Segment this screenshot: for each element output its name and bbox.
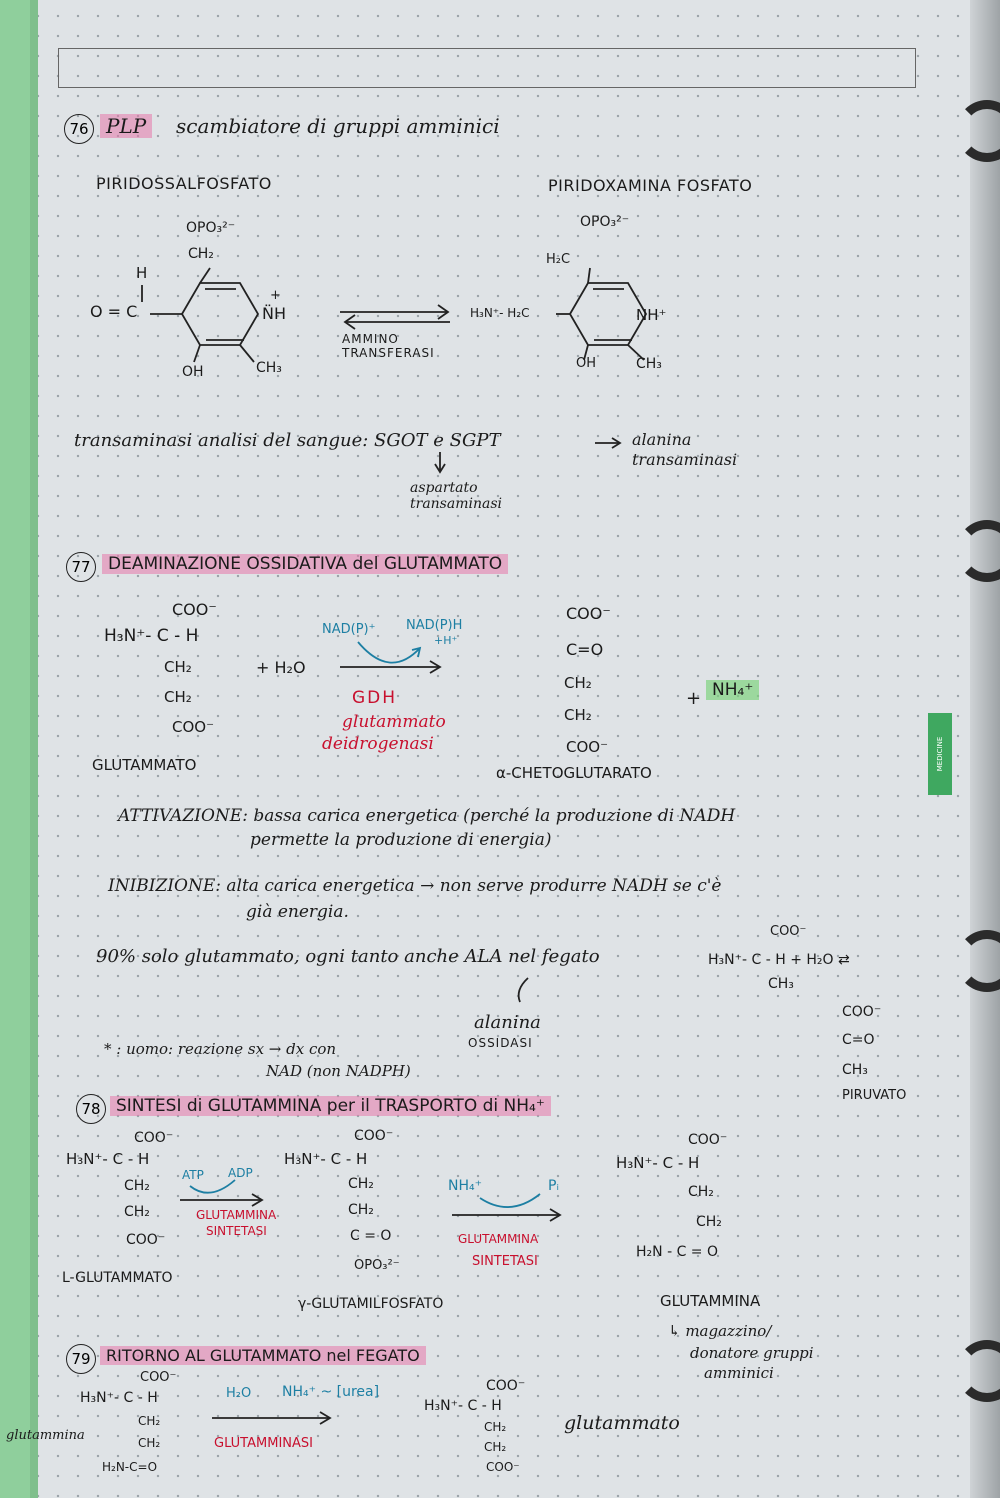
activation-note: ATTIVAZIONE: bassa carica energetica (perché la produzione di NADH — [118, 806, 736, 826]
formula-label: H₃N⁺- C - H — [104, 626, 199, 646]
enzyme-label: AMMINO — [342, 332, 399, 346]
compound-name: GLUTAMMINA — [660, 1292, 761, 1310]
formula-label: CH₂ — [484, 1420, 507, 1434]
section-number: 76 — [64, 114, 94, 144]
formula-label: COO⁻ — [486, 1378, 526, 1394]
formula-label: COO⁻ — [140, 1370, 177, 1385]
pyridine-ring-right — [570, 283, 646, 345]
formula-label: H₃N⁺- C - H — [284, 1150, 368, 1168]
formula-label: O = C — [90, 302, 138, 321]
formula-label: NH⁺ — [636, 306, 667, 324]
formula-label: CH₂ — [348, 1202, 374, 1218]
section-number: 79 — [66, 1344, 96, 1374]
section-title: PLP — [100, 114, 152, 138]
inhibition-note: INIBIZIONE: alta carica energetica → non serve produrre NADH se c'è — [108, 876, 722, 896]
formula-label: CH₃ — [768, 976, 794, 992]
enzyme-label: alanina — [474, 1012, 541, 1033]
pyridine-ring-left — [182, 283, 258, 345]
cofactor-label: H₂O — [226, 1386, 252, 1401]
formula-label: CH₂ — [696, 1214, 722, 1230]
human-note: * : uomo: reazione sx → dx con — [104, 1040, 337, 1058]
section-subtitle: scambiatore di gruppi amminici — [176, 114, 500, 138]
glutamate-note: 90% solo glutammato, ogni tanto anche ALA nel fegato — [96, 946, 600, 967]
formula-label: COO⁻ — [688, 1132, 728, 1148]
formula-label: COO⁻ — [770, 924, 807, 939]
enzyme-label: TRANSFERASI — [342, 346, 435, 360]
formula-label: H — [136, 264, 148, 282]
annotation: alanina — [632, 430, 692, 449]
formula-label: CH₂ — [138, 1414, 161, 1428]
formula-label: CH₃ — [842, 1062, 868, 1078]
curved-arrow — [519, 978, 528, 1002]
cofactor-label: +H⁺ — [434, 634, 458, 647]
formula-label: CH₂ — [138, 1436, 161, 1450]
formula-label: CH₂ — [348, 1176, 374, 1192]
enzyme-label: GLUTAMMINA — [458, 1232, 539, 1246]
bond — [240, 345, 254, 362]
cofactor-label: Pᵢ — [548, 1178, 559, 1194]
formula-label: C = O — [350, 1228, 392, 1244]
cofactor-label: NH₄⁺ ~ [urea] — [282, 1384, 380, 1400]
ammonium-highlight: NH₄⁺ — [706, 680, 759, 700]
compound-name: GLUTAMMATO — [92, 756, 197, 774]
annotation: amminici — [704, 1364, 774, 1382]
formula-label: COO⁻ — [172, 718, 215, 736]
formula-label: OPO₃²⁻ — [186, 220, 236, 236]
formula-label: OPO₃²⁻ — [580, 214, 630, 230]
enzyme-label: glutammato — [342, 712, 446, 732]
formula-label: OH — [576, 356, 597, 371]
enzyme-label: SINTETASI — [206, 1224, 267, 1238]
enzyme-label: deidrogenasi — [322, 734, 434, 754]
formula-label: COO⁻ — [842, 1004, 882, 1020]
formula-label: H₃N⁺- C - H — [616, 1154, 700, 1172]
formula-label: C=O — [842, 1032, 875, 1048]
formula-label: OPO₃²⁻ — [354, 1258, 400, 1273]
formula-label: H₂N - C = O — [636, 1244, 718, 1260]
annotation: donatore gruppi — [690, 1344, 814, 1362]
compound-name: PIRIDOSSALFOSFATO — [96, 174, 272, 193]
compound-name: glutammato — [564, 1412, 680, 1434]
formula-label: C=O — [566, 640, 604, 659]
annotation: aspartato — [410, 480, 478, 496]
enzyme-label: GLUTAMMINA — [196, 1208, 277, 1222]
formula-label: COO⁻ — [486, 1460, 520, 1474]
formula-label: H₃N⁺- H₂C — [470, 306, 530, 320]
bond — [194, 345, 200, 362]
formula-label: H₂C — [546, 252, 571, 267]
formula-label: CH₂ — [164, 658, 192, 676]
formula-label: CH₂ — [688, 1184, 714, 1200]
formula-label: CH₂ — [484, 1440, 507, 1454]
formula-label: + H₂O — [256, 658, 306, 677]
formula-label: CH₂ — [124, 1204, 150, 1220]
enzyme-label: GLUTAMMINASI — [214, 1436, 313, 1451]
formula-label: COO⁻ — [566, 738, 609, 756]
bond — [588, 268, 590, 283]
formula-label: COO⁻ — [566, 604, 611, 623]
transaminasi-note: transaminasi analisi del sangue: SGOT e SGPT — [74, 430, 501, 451]
section-title: SINTESI di GLUTAMMINA per il TRASPORTO di NH₄⁺ — [110, 1096, 551, 1116]
formula-label: H₃N⁺- C - H — [66, 1150, 150, 1168]
section-number: 78 — [76, 1094, 106, 1124]
enzyme-label: SINTETASI — [472, 1254, 538, 1269]
formula-label: COO⁻ — [134, 1130, 174, 1146]
formula-label: CH₂ — [564, 706, 592, 724]
annotation: transaminasi — [632, 450, 738, 469]
compound-name: α-CHETOGLUTARATO — [496, 764, 652, 782]
activation-note: permette la produzione di energia) — [250, 830, 552, 850]
formula-label: CH₂ — [124, 1178, 150, 1194]
formula-label: COO⁻ — [354, 1128, 394, 1144]
cofactor-arrow — [358, 642, 420, 663]
formula-label: + — [686, 688, 702, 709]
formula-label: + — [270, 288, 281, 303]
inhibition-note: già energia. — [246, 902, 349, 922]
compound-name: PIRUVATO — [842, 1088, 907, 1103]
enzyme-label: GDH — [352, 688, 398, 708]
formula-label: H₃N⁺- C - H — [424, 1398, 502, 1414]
formula-label: COO⁻ — [126, 1232, 166, 1248]
formula-label: H₃N⁺- C - H + H₂O ⇄ — [708, 952, 850, 968]
compound-name: glutammina — [6, 1428, 85, 1443]
cofactor-arrow — [480, 1194, 540, 1207]
index-tab-label: MEDICINE — [936, 736, 944, 772]
annotation: ↳ magazzino/ — [668, 1322, 772, 1340]
annotation: transaminasi — [410, 496, 502, 512]
formula-label: OH — [182, 364, 204, 380]
human-note: NAD (non NADPH) — [266, 1062, 411, 1080]
cofactor-label: NH₄⁺ — [448, 1178, 483, 1194]
formula-label: H₂N-C=O — [102, 1460, 158, 1474]
formula-label: COO⁻ — [172, 600, 217, 619]
section-title: DEAMINAZIONE OSSIDATIVA del GLUTAMMATO — [102, 554, 508, 574]
cofactor-label: ADP — [228, 1166, 253, 1180]
bond — [200, 268, 210, 283]
formula-label: CH₂ — [164, 688, 192, 706]
compound-name: PIRIDOXAMINA FOSFATO — [548, 176, 753, 195]
cofactor-label: NAD(P)⁺ — [322, 622, 376, 637]
cofactor-label: ATP — [182, 1168, 204, 1182]
formula-label: CH₃ — [256, 360, 282, 376]
section-number: 77 — [66, 552, 96, 582]
compound-name: γ-GLUTAMILFOSFATO — [298, 1296, 444, 1312]
formula-label: H₃N⁺- C - H — [80, 1390, 158, 1406]
formula-label: CH₂ — [188, 246, 214, 262]
cofactor-label: NAD(P)H — [406, 618, 463, 633]
section-title: RITORNO AL GLUTAMMATO nel FEGATO — [100, 1346, 426, 1365]
formula-label: N̈H — [262, 304, 286, 323]
compound-name: L-GLUTAMMATO — [62, 1270, 173, 1286]
formula-label: CH₂ — [564, 674, 592, 692]
formula-label: CH₃ — [636, 356, 662, 372]
enzyme-label: OSSIDASI — [468, 1036, 533, 1050]
